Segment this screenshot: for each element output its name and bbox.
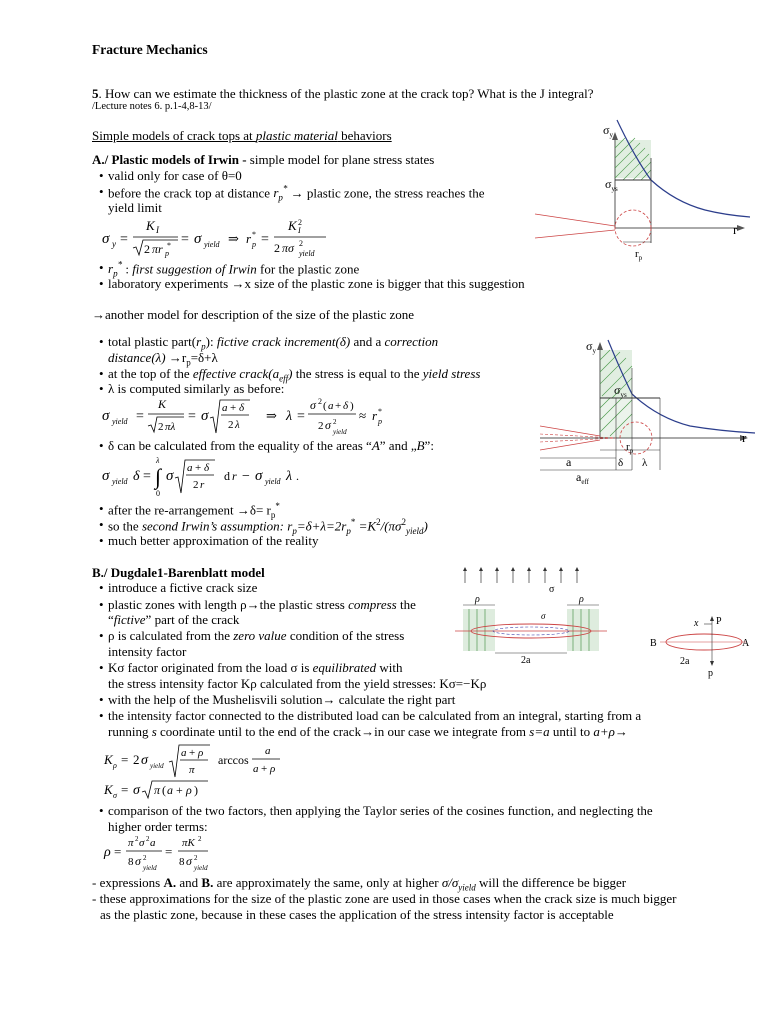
a10-b: second Irwin’s assumption (141, 518, 280, 534)
svg-text:−: − (242, 469, 250, 484)
fig3-2a-label: 2a (521, 655, 531, 666)
svg-text:*: * (252, 230, 256, 239)
a10-h: ) (423, 518, 428, 534)
a2-text-b: → plastic zone, the stress reaches the (287, 185, 485, 201)
svg-text:2: 2 (228, 419, 234, 431)
fig2-y-arrow (597, 342, 603, 350)
svg-text:p: p (378, 417, 382, 426)
page-title: Fracture Mechanics (92, 42, 208, 57)
intro-heading (92, 128, 392, 144)
svg-text:λ: λ (286, 469, 293, 484)
svg-text:=: = (181, 232, 189, 247)
svg-text:π: π (154, 783, 161, 797)
b3-c: condition of the stress (286, 628, 405, 643)
svg-text:yield: yield (112, 417, 128, 426)
a5-d: and a (350, 334, 385, 349)
svg-text:2: 2 (193, 479, 199, 491)
svg-text:ρ: ρ (186, 783, 192, 797)
rp-star: $r_p^*$ (273, 184, 288, 203)
svg-text:=: = (121, 782, 129, 797)
bullet-a4: • laboratory experiments →x size of the plastic zone is bigger that this suggestion (108, 276, 525, 292)
svg-text:K: K (158, 397, 167, 411)
svg-text:σ: σ (325, 418, 331, 432)
d1-a: - expressions (92, 875, 164, 890)
svg-text:r: r (200, 479, 205, 491)
svg-text:⇒: ⇒ (228, 231, 239, 246)
svg-text:K: K (104, 782, 113, 797)
a10-g: yield (405, 525, 424, 536)
svg-text:⇒: ⇒ (266, 408, 277, 423)
d1-e: are approximately the same, only at higher (213, 875, 442, 890)
svg-text:(: ( (162, 783, 166, 797)
svg-text:yield: yield (204, 240, 220, 249)
a8-c: ” and „ (379, 438, 417, 453)
svg-text:2: 2 (194, 854, 198, 862)
b2-e: fictive (113, 612, 146, 627)
svg-text:=: = (120, 232, 128, 247)
svg-text:σ: σ (310, 398, 316, 412)
bullet-b3-cont: intensity factor (108, 644, 187, 659)
svg-text:2: 2 (318, 420, 324, 432)
bullet-b6-cont (108, 724, 628, 740)
svg-text:): ) (194, 783, 198, 797)
d1-b: A. (163, 875, 177, 890)
svg-text:2: 2 (146, 835, 150, 843)
a2-text: before the crack top at distance (108, 185, 274, 201)
b2-b: compress (348, 597, 397, 612)
svg-text:yield: yield (150, 762, 164, 770)
svg-text:K: K (104, 752, 113, 767)
svg-text:πr: πr (152, 242, 163, 256)
delta-integral-equation (100, 452, 340, 498)
svg-text:yield: yield (112, 477, 128, 486)
section-a-subtitle: simple model for plane stress states (246, 152, 435, 167)
svg-text:r: r (232, 469, 237, 483)
fig4-b-label: B (650, 638, 657, 649)
b3-b: zero value (233, 628, 287, 643)
fig2-a-label: a (566, 455, 572, 469)
svg-text:σ: σ (141, 753, 148, 768)
section-b-heading: B./ Dugdale1-Barenblatt model (92, 565, 265, 580)
fig4-a-label: A (742, 638, 750, 649)
svg-text:a: a (328, 400, 334, 412)
bullet-b6: • the intensity factor connected to the distributed load can be calculated from an integral, starting from a (108, 708, 641, 724)
b6-b: running (108, 724, 152, 739)
svg-text:σ: σ (135, 854, 141, 868)
svg-text:=: = (165, 844, 173, 859)
bullet-a10: • so the second Irwin’s assumption: $r_p=\delta+\lambda=2r_p^* =K^2/(\pi\sigma^2_{yield})$ (108, 517, 428, 536)
bullet-a9: • after the re-arrangement $\to\delta= r_p^*$ (108, 501, 280, 520)
svg-text:≈: ≈ (359, 408, 367, 423)
svg-text:*: * (167, 241, 171, 250)
svg-text:2: 2 (198, 835, 202, 843)
fig4-2a-label: 2a (680, 656, 690, 667)
svg-text:∫: ∫ (155, 464, 162, 489)
svg-text:arccos: arccos (218, 753, 249, 767)
svg-text:=: = (261, 232, 269, 247)
svg-text:=: = (114, 844, 122, 859)
svg-text:2: 2 (143, 854, 147, 862)
svg-text:8: 8 (179, 856, 185, 868)
svg-text:=: = (136, 409, 144, 424)
a8-b: A (371, 438, 380, 453)
svg-text:σ: σ (113, 791, 117, 800)
intro-a: Simple models of crack tops at (92, 128, 256, 143)
intro-c: behaviors (337, 128, 392, 143)
svg-text:(: ( (323, 400, 327, 412)
bullet-b7: • comparison of the two factors, then applying the Taylor series of the cosines function, and neglecting the (108, 803, 653, 819)
fig2-lambda-label: λ (642, 457, 648, 469)
transition-text: →another model for description of the size of the plastic zone (92, 307, 415, 322)
bullet-a2 (108, 184, 484, 203)
section-a-heading (92, 152, 434, 168)
svg-text:δ: δ (204, 462, 210, 474)
b3-a: ρ is calculated from the (108, 628, 234, 643)
svg-text:2: 2 (158, 421, 164, 433)
k-rho-k-sigma-equations (102, 742, 302, 804)
fig3-rho-left-label: ρ (475, 594, 480, 605)
svg-text:σ: σ (201, 408, 209, 424)
a10-d: =δ+λ=2r (296, 518, 347, 534)
fig2-eff-crack-lower (540, 438, 616, 442)
fig2-sigma-y-label: $\sigma_y$ (586, 339, 596, 355)
fig1-sigma-ys-label: $\sigma_{ys}$ (605, 177, 618, 193)
svg-text:πλ: πλ (165, 421, 176, 433)
figure-irwin-second (540, 338, 765, 486)
svg-text:=: = (121, 752, 129, 767)
a5-a: total plastic part( (108, 334, 197, 349)
svg-text:2: 2 (333, 418, 337, 426)
svg-text:ρ: ρ (104, 845, 111, 860)
question-line (92, 86, 594, 102)
d1-h: will the difference be bigger (475, 875, 627, 890)
bullet-b2-cont (108, 612, 239, 628)
irwin-equation-1 (100, 216, 340, 262)
fig2-crack-upper (540, 426, 600, 436)
figure-dugdale (455, 565, 610, 670)
a8-d: B (416, 438, 425, 453)
svg-text:π: π (189, 764, 195, 776)
svg-text:8: 8 (128, 856, 134, 868)
svg-text:): ) (350, 400, 354, 412)
bullet-b7-cont: higher order terms: (108, 819, 208, 834)
bullet-a6: • at the top of the effective $crack(a_{eff})$ the stress is equal to the yield stress (108, 366, 480, 384)
svg-text:d: d (224, 469, 230, 483)
fig1-sigma-y-label: $\sigma_y$ (603, 123, 613, 139)
svg-text:yield: yield (333, 428, 347, 436)
fig3-sigma-label: σ (549, 584, 555, 595)
svg-text:σ: σ (194, 231, 202, 247)
svg-text:yield: yield (143, 864, 157, 872)
svg-text:2: 2 (144, 242, 150, 256)
fig1-r-label: r (733, 222, 738, 237)
a6-e: yield stress (422, 366, 481, 381)
svg-text:σ: σ (102, 231, 110, 247)
d1-c: and (176, 875, 202, 890)
svg-text:yield: yield (299, 249, 315, 258)
bullet-a7: • λ is computed similarly as before: (108, 381, 284, 397)
svg-text:δ: δ (239, 402, 245, 414)
b2-a: plastic zones with length ρ→the plastic stress (108, 597, 349, 612)
bullet-a1: • valid only for case of θ=0 (108, 168, 242, 184)
svg-text:p: p (165, 249, 169, 258)
svg-text:σ: σ (102, 468, 110, 484)
a10-c: : r (279, 518, 293, 534)
fig2-r-label: r (742, 430, 747, 445)
fig3-rho-right-label: ρ (579, 594, 584, 605)
a10-a: so the (108, 518, 142, 534)
a3-sep: : (122, 261, 133, 277)
svg-text:σ: σ (255, 468, 263, 484)
svg-text:a: a (167, 783, 173, 797)
fig3-sigma-yield-label: σ (541, 611, 546, 621)
svg-text:a: a (150, 837, 156, 849)
a3-rest: for the plastic zone (256, 261, 360, 277)
svg-text:r: r (246, 231, 252, 246)
svg-text:=: = (188, 409, 196, 424)
d1-d: B. (201, 875, 214, 890)
a8-a: δ can be calculated from the equality of the areas “ (108, 438, 372, 453)
svg-text:2: 2 (298, 218, 302, 227)
fig4-p-lower-label: p (708, 668, 713, 679)
a6-a: at the top of the (108, 366, 193, 381)
b6-e: s=a (529, 724, 550, 739)
svg-text:+: + (230, 402, 237, 414)
d1-g: yield (458, 882, 476, 893)
svg-text:2: 2 (318, 397, 322, 406)
fig1-crack-upper (535, 214, 615, 226)
svg-text:π: π (128, 837, 134, 849)
fig3-load-arrows (465, 569, 577, 583)
svg-text:+: + (335, 400, 342, 412)
question-number: 5 (92, 86, 99, 101)
a6-d: the stress is equal to the (292, 366, 423, 381)
lambda-equation (100, 396, 400, 438)
svg-text:2: 2 (135, 835, 139, 843)
b4-a: Kσ factor originated from the load σ is (108, 660, 313, 675)
svg-text:σ: σ (133, 783, 140, 798)
svg-text:σ: σ (139, 837, 145, 849)
bullet-a2-cont: yield limit (108, 200, 162, 215)
svg-text:y: y (112, 239, 116, 249)
svg-text:λ: λ (235, 419, 240, 431)
svg-text:.: . (296, 469, 299, 483)
fig1-crack-lower (535, 230, 615, 238)
fig3-plastic-right (567, 609, 599, 651)
fig2-sigma-ys-label: $\sigma_{ys}$ (614, 383, 627, 399)
svg-text:2: 2 (274, 241, 280, 255)
fig4-load-arrow-down (710, 661, 714, 666)
fig4-load-arrow-up (710, 616, 714, 621)
b6-c: s (151, 724, 157, 739)
a6-c: ) (288, 366, 293, 381)
svg-text:a: a (181, 747, 187, 759)
b4-c: with (376, 660, 403, 675)
fig4-p-label: P (716, 616, 722, 627)
svg-text:λ: λ (156, 456, 160, 465)
rho-equation (102, 834, 232, 874)
a6-b: effective crack(a (192, 366, 280, 381)
bullet-a11: • much better approximation of the reality (108, 533, 318, 549)
b2-d: “ (108, 612, 114, 627)
a10-f: /(πσ (380, 518, 402, 534)
svg-text:a: a (222, 402, 228, 414)
svg-text:ρ: ρ (270, 763, 276, 775)
svg-text:r: r (372, 408, 378, 423)
svg-text:a: a (265, 745, 271, 757)
svg-text:σ: σ (166, 468, 174, 484)
conclusion-1 (92, 875, 626, 893)
svg-text:2: 2 (133, 752, 140, 767)
fig2-delta-label: δ (618, 457, 624, 469)
svg-text:δ: δ (343, 400, 349, 412)
rp-star-2: $r_p^*$ (108, 260, 123, 279)
svg-text:K: K (146, 218, 155, 233)
svg-text:=: = (143, 469, 151, 484)
svg-text:=: = (297, 409, 305, 424)
conclusion-2: - these approximations for the size of the plastic zone are used in those cases when the crack size is much bigger (92, 891, 677, 906)
intro-b: plastic material (255, 128, 338, 143)
bullet-b4 (108, 660, 403, 676)
svg-text:ρ: ρ (198, 747, 204, 759)
figure-point-load (650, 612, 750, 678)
b6-f: until to (549, 724, 594, 739)
svg-text:+: + (195, 462, 202, 474)
b6-h: → (614, 724, 628, 739)
b2-c: the (396, 597, 416, 612)
svg-text:*: * (378, 407, 382, 416)
bullet-b5: • with the help of the Mushelisvili solution→ calculate the right part (108, 692, 455, 708)
b2-f: ” part of the crack (145, 612, 240, 627)
svg-text:2: 2 (299, 239, 303, 248)
svg-text:I: I (156, 225, 159, 235)
bullet-a5-cont: distance(λ) $\to r_p=\delta+\lambda$ (108, 350, 218, 368)
a8-e: ”: (424, 438, 434, 453)
d1-f: σ/σ (441, 875, 459, 890)
fig1-rp-label: $r_p$ (635, 248, 643, 262)
fig2-aeff-label: $a_{eff}$ (576, 470, 589, 486)
a5-g: →r (165, 350, 187, 365)
fig2-rp-label: $r_p$ (626, 441, 634, 455)
fig2-crack-lower (540, 440, 600, 450)
fig3-load-arrowheads (463, 567, 579, 571)
svg-text:+: + (176, 783, 183, 797)
figure-irwin-first (535, 118, 760, 268)
a5-h: =δ+λ (190, 350, 218, 365)
bullet-b4-cont: the stress intensity factor Kρ calculated from the yield stresses: Kσ=−Kρ (108, 676, 487, 691)
svg-text:K: K (288, 218, 297, 233)
fig1-x-arrow (737, 225, 745, 231)
fig4-x-label: x (694, 618, 699, 629)
question-reference: /Lecture notes 6. p.1-4,8-13/ (92, 101, 212, 112)
svg-text:+: + (261, 763, 268, 775)
svg-text:πK: πK (182, 837, 195, 849)
svg-text:+: + (189, 747, 196, 759)
svg-text:λ: λ (286, 409, 293, 424)
svg-text:ρ: ρ (113, 761, 117, 770)
bullet-b2 (108, 597, 416, 613)
conclusion-2-cont: as the plastic zone, because in these cases the application of the stress intensity factor is acceptable (100, 907, 614, 922)
question-text: . How can we estimate the thickness of the plastic zone at the crack top? What is the J integral? (98, 86, 594, 101)
a5-f: distance(λ) (108, 350, 166, 365)
a5-c: fictive crack increment(δ) (216, 334, 351, 349)
svg-text:σ: σ (102, 408, 110, 424)
svg-text:σ: σ (186, 854, 192, 868)
svg-text:yield: yield (265, 477, 281, 486)
svg-text:δ: δ (133, 469, 140, 484)
svg-text:0: 0 (156, 489, 160, 498)
bullet-a5: • total plastic $part(r_p)$: fictive crack increment(δ) and a correction (108, 334, 438, 352)
b4-b: equilibrated (312, 660, 377, 675)
svg-text:p: p (252, 240, 256, 249)
fig3-plastic-left (463, 609, 495, 651)
a10-e: =K (355, 518, 377, 534)
a3-italic: first suggestion of Irwin (132, 261, 257, 277)
svg-text:I: I (298, 226, 301, 235)
bullet-b3 (108, 628, 404, 644)
b6-d: coordinate until to the end of the crack→in our case we integrate from (156, 724, 530, 739)
svg-text:yield: yield (194, 864, 208, 872)
b6-g: a+ρ (593, 724, 615, 739)
section-a-title: A./ Plastic models of Irwin - (92, 152, 247, 167)
svg-text:πσ: πσ (282, 241, 294, 255)
bullet-b1: • introduce a fictive crack size (108, 580, 257, 596)
a5-b: ): (205, 334, 217, 349)
a5-e: correction (384, 334, 439, 349)
svg-text:a: a (187, 462, 193, 474)
svg-text:a: a (253, 763, 259, 775)
a9-a: after the re-arrangement →δ= r (108, 502, 271, 518)
